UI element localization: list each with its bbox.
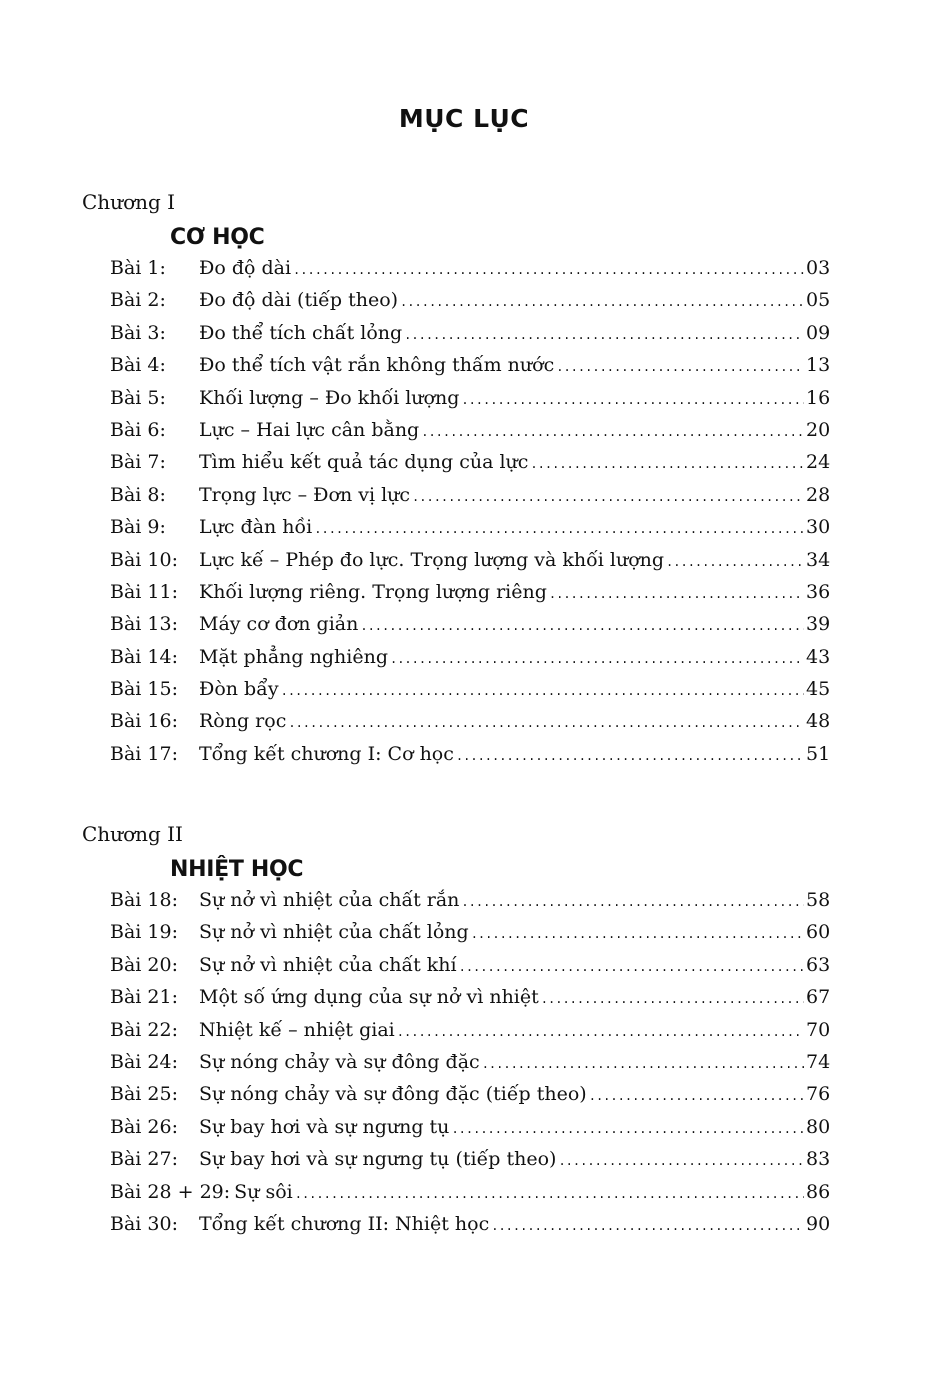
- dot-leader: [421, 425, 804, 439]
- lesson-number: Bài 1:: [110, 257, 166, 279]
- dot-leader: [530, 457, 804, 471]
- toc-entry[interactable]: [110, 322, 830, 354]
- lesson-title: Sự bay hơi và sự ngưng tụ: [199, 1115, 450, 1138]
- dot-leader: [589, 1089, 804, 1103]
- lesson-title: Lực đàn hồi: [199, 516, 313, 539]
- lesson-title: Lực – Hai lực cân bằng: [199, 418, 420, 441]
- lesson-number: Bài 16:: [110, 710, 178, 733]
- toc-entry[interactable]: [110, 549, 830, 581]
- toc-entry[interactable]: [110, 257, 830, 289]
- lesson-title: Sự sôi: [234, 1180, 293, 1203]
- dot-leader: [666, 555, 804, 569]
- lesson-number: Bài 21:: [110, 986, 178, 1009]
- page-number: 60: [806, 921, 831, 944]
- dot-leader: [556, 360, 804, 374]
- lesson-title: Sự nở vì nhiệt của chất lỏng: [199, 921, 469, 944]
- toc-entry[interactable]: [110, 646, 830, 678]
- lesson-title: Trọng lực – Đơn vị lực: [199, 483, 411, 506]
- dot-leader: [482, 1057, 804, 1071]
- dot-leader: [314, 522, 804, 536]
- lesson-title: Ròng rọc: [199, 710, 287, 733]
- dot-leader: [461, 393, 804, 407]
- page-number: 13: [806, 354, 831, 377]
- lesson-number: Bài 24:: [110, 1050, 178, 1073]
- dot-leader: [412, 490, 804, 504]
- chapter-1-heading: CƠ HỌC: [170, 225, 265, 250]
- dot-leader: [471, 927, 804, 941]
- lesson-number: Bài 18:: [110, 889, 178, 911]
- lesson-title: Khối lượng riêng. Trọng lượng riêng: [199, 580, 547, 603]
- toc-entry[interactable]: [110, 451, 830, 483]
- lesson-number: Bài 17:: [110, 742, 178, 765]
- chapter-2-toc: [110, 889, 830, 1245]
- page-number: 20: [806, 418, 831, 441]
- lesson-number: Bài 15:: [110, 678, 178, 701]
- toc-entry[interactable]: [110, 710, 830, 742]
- lesson-number: Bài 7:: [110, 451, 166, 474]
- toc-entry[interactable]: [110, 678, 830, 710]
- toc-entry[interactable]: [110, 289, 830, 321]
- page-number: 03: [806, 257, 831, 279]
- dot-leader: [491, 1219, 804, 1233]
- lesson-number: Bài 30:: [110, 1212, 178, 1235]
- lesson-title: Sự nóng chảy và sự đông đặc (tiếp theo): [199, 1083, 587, 1106]
- toc-entry[interactable]: [110, 1083, 830, 1115]
- dot-leader: [549, 587, 804, 601]
- lesson-number: Bài 2:: [110, 289, 166, 312]
- toc-entry[interactable]: [110, 889, 830, 921]
- dot-leader: [390, 652, 804, 666]
- lesson-title: Nhiệt kế – nhiệt giai: [199, 1018, 395, 1041]
- lesson-number: Bài 26:: [110, 1115, 178, 1138]
- toc-entry[interactable]: [110, 1116, 830, 1148]
- lesson-title: Khối lượng – Đo khối lượng: [199, 386, 460, 409]
- lesson-number: Bài 9:: [110, 516, 166, 539]
- lesson-title: Sự nóng chảy và sự đông đặc: [199, 1050, 480, 1073]
- lesson-number: Bài 3:: [110, 321, 166, 344]
- toc-entry[interactable]: [110, 419, 830, 451]
- page-number: 05: [806, 289, 831, 312]
- page-number: 09: [806, 321, 831, 344]
- toc-entry[interactable]: [110, 484, 830, 516]
- chapter-1-toc: [110, 257, 830, 775]
- toc-entry[interactable]: [110, 387, 830, 419]
- toc-entry[interactable]: [110, 1148, 830, 1180]
- page-number: 43: [806, 645, 831, 668]
- page-number: 74: [806, 1050, 831, 1073]
- page-number: 45: [806, 678, 831, 701]
- chapter-1-label: Chương I: [82, 190, 176, 214]
- lesson-title: Đo thể tích vật rắn không thấm nước: [199, 354, 555, 377]
- dot-leader: [459, 960, 804, 974]
- lesson-number: Bài 22:: [110, 1018, 178, 1041]
- lesson-title: Sự bay hơi và sự ngưng tụ (tiếp theo): [199, 1148, 557, 1171]
- dot-leader: [288, 716, 804, 730]
- toc-entry[interactable]: [110, 743, 830, 775]
- toc-entry[interactable]: [110, 516, 830, 548]
- lesson-title: Tổng kết chương II: Nhiệt học: [199, 1212, 490, 1235]
- lesson-title: Sự nở vì nhiệt của chất rắn: [199, 889, 460, 911]
- lesson-number: Bài 4:: [110, 354, 166, 377]
- lesson-number: Bài 19:: [110, 921, 178, 944]
- toc-entry[interactable]: [110, 1019, 830, 1051]
- page-number: 48: [806, 710, 831, 733]
- page-title: MỤC LỤC: [398, 104, 530, 133]
- page-number: 63: [806, 953, 831, 976]
- dot-leader: [400, 295, 804, 309]
- dot-leader: [558, 1154, 804, 1168]
- chapter-2-label: Chương II: [82, 822, 183, 846]
- toc-entry[interactable]: [110, 613, 830, 645]
- chapter-2-heading: NHIỆT HỌC: [170, 857, 304, 882]
- lesson-title: Lực kế – Phép đo lực. Trọng lượng và khối lượng: [199, 548, 665, 571]
- page-number: 90: [806, 1212, 831, 1235]
- page-number: 39: [806, 613, 831, 636]
- dot-leader: [456, 749, 804, 763]
- toc-entry[interactable]: [110, 986, 830, 1018]
- page-number: 51: [806, 742, 831, 765]
- lesson-number: Bài 13:: [110, 613, 178, 636]
- page-number: 76: [806, 1083, 831, 1106]
- toc-entry[interactable]: [110, 1181, 830, 1213]
- dot-leader: [461, 895, 804, 909]
- dot-leader: [295, 1187, 804, 1201]
- toc-entry[interactable]: [110, 954, 830, 986]
- page-number: 34: [806, 548, 831, 571]
- lesson-number: Bài 14:: [110, 645, 178, 668]
- page-number: 16: [806, 386, 831, 409]
- lesson-number: Bài 25:: [110, 1083, 178, 1106]
- page-number: 70: [806, 1018, 831, 1041]
- lesson-title: Đo độ dài (tiếp theo): [199, 289, 399, 312]
- lesson-title: Đòn bẩy: [199, 678, 279, 701]
- lesson-number: Bài 10:: [110, 548, 178, 571]
- page-number: 83: [806, 1148, 831, 1171]
- toc-entry[interactable]: [110, 1213, 830, 1245]
- lesson-title: Máy cơ đơn giản: [199, 613, 359, 636]
- lesson-title: Tổng kết chương I: Cơ học: [199, 742, 454, 765]
- lesson-title: Tìm hiểu kết quả tác dụng của lực: [199, 451, 529, 474]
- page-number: 24: [806, 451, 831, 474]
- page-number: 28: [806, 483, 831, 506]
- lesson-title: Một số ứng dụng của sự nở vì nhiệt: [199, 986, 539, 1009]
- toc-entry[interactable]: [110, 1051, 830, 1083]
- lesson-title: Sự nở vì nhiệt của chất khí: [199, 953, 457, 976]
- dot-leader: [404, 328, 804, 342]
- toc-entry[interactable]: [110, 581, 830, 613]
- lesson-number: Bài 20:: [110, 953, 178, 976]
- dot-leader: [360, 619, 804, 633]
- dot-leader: [397, 1025, 804, 1039]
- dot-leader: [451, 1122, 804, 1136]
- page-number: 36: [806, 580, 831, 603]
- lesson-number: Bài 6:: [110, 418, 166, 441]
- lesson-number: Bài 5:: [110, 386, 166, 409]
- page-number: 86: [806, 1180, 831, 1203]
- lesson-title: Đo độ dài: [199, 257, 292, 279]
- page-number: 30: [806, 516, 831, 539]
- lesson-number: Bài 28 + 29:: [110, 1180, 231, 1203]
- lesson-title: Mặt phẳng nghiêng: [199, 645, 388, 668]
- dot-leader: [281, 684, 804, 698]
- page-number: 80: [806, 1115, 831, 1138]
- dot-leader: [293, 263, 804, 277]
- toc-entry[interactable]: [110, 354, 830, 386]
- page-number: 58: [806, 889, 831, 911]
- lesson-title: Đo thể tích chất lỏng: [199, 321, 403, 344]
- lesson-number: Bài 11:: [110, 580, 178, 603]
- lesson-number: Bài 27:: [110, 1148, 178, 1171]
- toc-entry[interactable]: [110, 921, 830, 953]
- dot-leader: [541, 992, 804, 1006]
- lesson-number: Bài 8:: [110, 483, 166, 506]
- page-number: 67: [806, 986, 831, 1009]
